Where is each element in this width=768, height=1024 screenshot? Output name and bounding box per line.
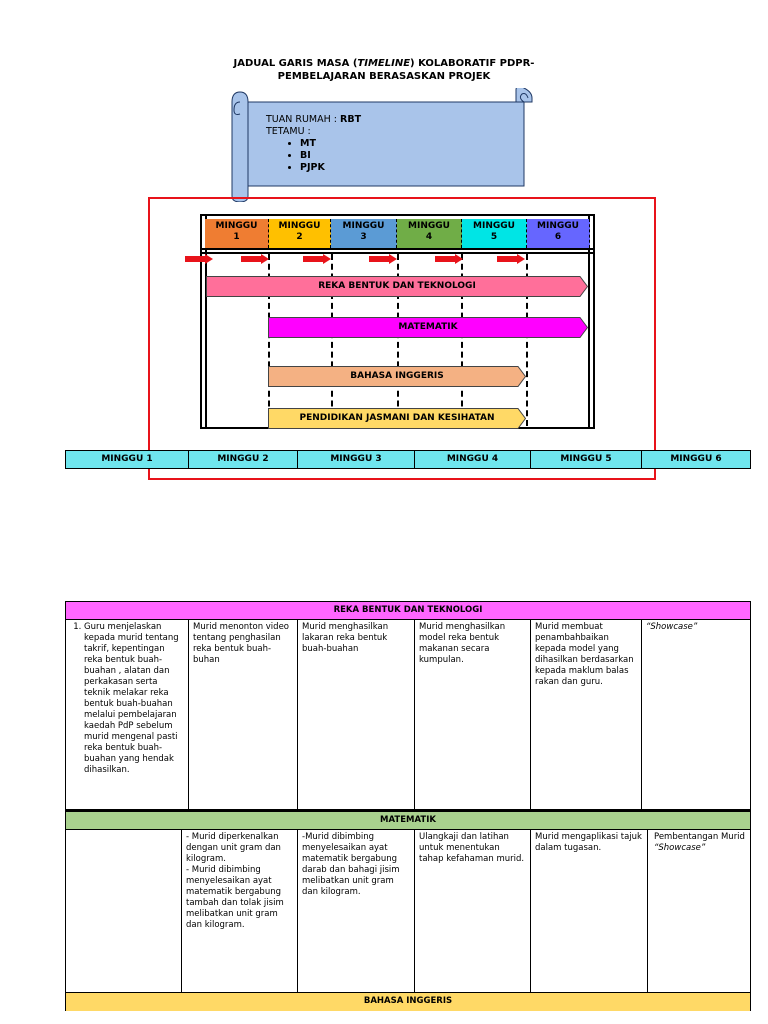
guest-item: • MT bbox=[300, 138, 361, 150]
week-strip-cell: MINGGU 5 bbox=[531, 451, 642, 468]
document-title: JADUAL GARIS MASA (TIMELINE) KOLABORATIF PDPR- PEMBELAJARAN BERASASKAN PROJEK bbox=[233, 58, 535, 82]
timeline-week-header: MINGGU 4 bbox=[397, 219, 462, 248]
red-arrow-icon bbox=[497, 254, 525, 264]
timeline-week-header: MINGGU 1 bbox=[205, 219, 269, 248]
bi-table-header: BAHASA INGGERIS bbox=[66, 993, 750, 1011]
red-arrow-icon bbox=[185, 254, 213, 264]
rbt-cell-week1: 1. Guru menjelaskan kepada murid tentang takrif, kepentingan reka bentuk buah-buahan , alatan dan perkakasan serta teknik melakar reka bentuk buah-buahan melalui pembelajaran kaedah PdP sebelum murid mengenal pasti reka bentuk buah-buahan yang hendak dihasilkan. bbox=[66, 620, 189, 809]
timeline-week-header: MINGGU 3 bbox=[331, 219, 397, 248]
timeline-week-header: MINGGU 2 bbox=[269, 219, 331, 248]
week-strip-cell: MINGGU 6 bbox=[670, 454, 722, 464]
week-strip-cell: MINGGU 2 bbox=[189, 451, 298, 468]
week-strip-cell: MINGGU 4 bbox=[415, 451, 531, 468]
rbt-cell-week3: Murid menghasilkan lakaran reka bentuk buah-buahan bbox=[298, 620, 415, 809]
scroll-content bbox=[266, 114, 361, 174]
red-arrow-icon bbox=[241, 254, 269, 264]
mt-cell-week2: - Murid diperkenalkan dengan unit gram dan kilogram. - Murid dibimbing menyelesaikan ayat matematik bergabung tambah dan tolak jisim melibatkan unit gram dan kilogram. bbox=[182, 830, 298, 994]
rbt-cell-week6: “Showcase” bbox=[646, 622, 698, 632]
rbt-table-header: REKA BENTUK DAN TEKNOLOGI bbox=[66, 602, 750, 620]
mt-table bbox=[65, 810, 751, 993]
mt-cell-week3: -Murid dibimbing menyelesaikan ayat matematik bergabung darab dan bahagi jisim melibatkan unit gram dan kilogram. bbox=[298, 830, 415, 994]
frame-top-line bbox=[200, 214, 595, 216]
host-guest-scroll bbox=[226, 88, 538, 202]
subject-bar: REKA BENTUK DAN TEKNOLOGI bbox=[206, 276, 588, 297]
host-line: TUAN RUMAH : RBT bbox=[266, 114, 362, 125]
subject-bar: MATEMATIK bbox=[268, 317, 588, 338]
mt-table-header: MATEMATIK bbox=[66, 812, 750, 830]
frame-header-line bbox=[200, 248, 595, 250]
mt-cell-week5: Murid mengaplikasi tajuk dalam tugasan. bbox=[531, 830, 648, 994]
guest-item: • PJPK bbox=[300, 162, 361, 174]
week-strip-cell: MINGGU 1 bbox=[66, 451, 189, 468]
red-arrow-icon bbox=[303, 254, 331, 264]
rbt-cell-week5: Murid membuat penambahbaikan kepada model yang dihasilkan berdasarkan kepada maklum balas rakan dan guru. bbox=[531, 620, 642, 809]
rbt-table bbox=[65, 601, 751, 810]
timeline-week-header: MINGGU 6 bbox=[527, 219, 590, 248]
guest-list bbox=[300, 138, 361, 174]
bi-table bbox=[65, 992, 751, 1011]
subject-bar: BAHASA INGGERIS bbox=[268, 366, 526, 387]
red-arrow-icon bbox=[369, 254, 397, 264]
timeline-week-header: MINGGU 5 bbox=[462, 219, 527, 248]
week-strip bbox=[65, 450, 751, 469]
rbt-cell-week2: Murid menonton video tentang penghasilan reka bentuk buah-buhan bbox=[189, 620, 298, 809]
guest-label: TETAMU : bbox=[266, 126, 311, 137]
guest-item: • BI bbox=[300, 150, 361, 162]
subject-bar: PENDIDIKAN JASMANI DAN KESIHATAN bbox=[268, 408, 526, 429]
rbt-cell-week4: Murid menghasilkan model reka bentuk makanan secara kumpulan. bbox=[415, 620, 531, 809]
mt-cell-week1 bbox=[66, 830, 182, 994]
week-strip-cell: MINGGU 3 bbox=[298, 451, 415, 468]
mt-cell-week4: Ulangkaji dan latihan untuk menentukan tahap kefahaman murid. bbox=[415, 830, 531, 994]
mt-cell-week6: Pembentangan Murid “Showcase” bbox=[654, 832, 745, 853]
red-arrow-icon bbox=[435, 254, 463, 264]
